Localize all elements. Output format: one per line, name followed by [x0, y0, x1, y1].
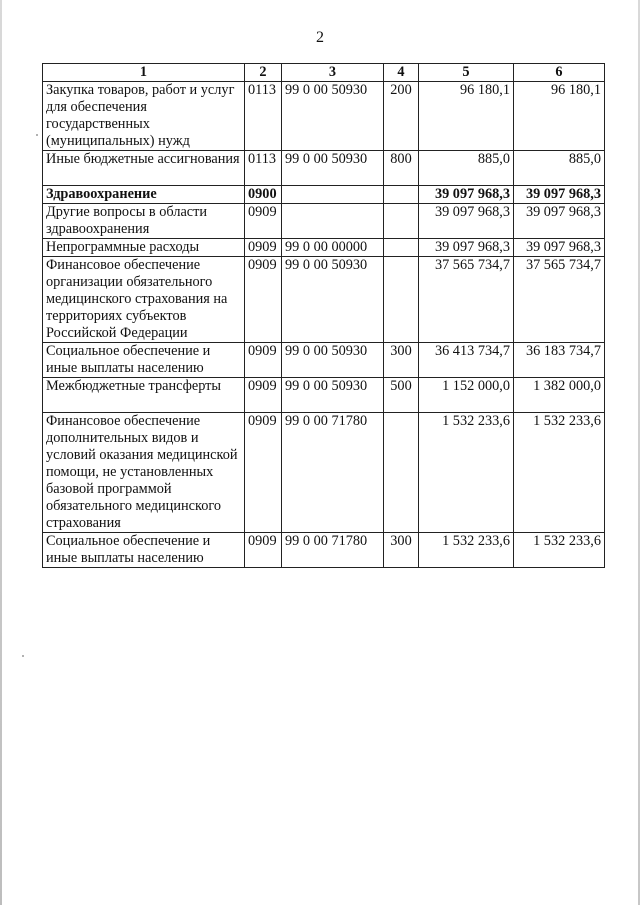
row-target-article: 99 0 00 50930: [282, 151, 384, 186]
row-expense-type: [384, 413, 419, 533]
row-amount-year-1: 1 152 000,0: [419, 378, 514, 413]
row-section-code: 0909: [245, 378, 282, 413]
row-amount-year-1: 1 532 233,6: [419, 533, 514, 568]
row-expense-type: [384, 204, 419, 239]
row-name: Непрограммные расходы: [43, 239, 245, 257]
row-name: Межбюджетные трансферты: [43, 378, 245, 413]
table-header-row: [43, 64, 605, 82]
scan-speck: [36, 134, 38, 136]
table-row: [43, 257, 605, 343]
row-amount-year-1: 36 413 734,7: [419, 343, 514, 378]
scan-left-edge: [0, 0, 2, 905]
row-amount-year-1: 39 097 968,3: [419, 186, 514, 204]
row-expense-type: 300: [384, 533, 419, 568]
row-target-article: 99 0 00 50930: [282, 343, 384, 378]
table-row: [43, 378, 605, 413]
column-header-section: 2: [245, 64, 282, 82]
row-name: Закупка товаров, работ и услуг для обеспечения государственных (муниципальных) нужд: [43, 82, 245, 151]
row-amount-year-2: 37 565 734,7: [514, 257, 605, 343]
row-name: Здравоохранение: [43, 186, 245, 204]
row-target-article: 99 0 00 50930: [282, 257, 384, 343]
row-target-article: 99 0 00 71780: [282, 533, 384, 568]
row-section-code: 0909: [245, 257, 282, 343]
row-amount-year-1: 1 532 233,6: [419, 413, 514, 533]
row-name: Социальное обеспечение и иные выплаты населению: [43, 343, 245, 378]
row-section-code: 0909: [245, 204, 282, 239]
row-amount-year-2: 96 180,1: [514, 82, 605, 151]
budget-table: [42, 63, 605, 568]
table-row: [43, 533, 605, 568]
row-name: Иные бюджетные ассигнования: [43, 151, 245, 186]
row-amount-year-2: 36 183 734,7: [514, 343, 605, 378]
row-target-article: 99 0 00 50930: [282, 378, 384, 413]
row-amount-year-2: 39 097 968,3: [514, 239, 605, 257]
row-target-article: [282, 186, 384, 204]
row-target-article: 99 0 00 00000: [282, 239, 384, 257]
page-number: 2: [316, 29, 324, 46]
row-section-code: 0900: [245, 186, 282, 204]
row-target-article: 99 0 00 71780: [282, 413, 384, 533]
column-header-amount-year-1: 5: [419, 64, 514, 82]
row-name: Финансовое обеспечение организации обязательного медицинского страхования на территориях субъектов Российской Федерации: [43, 257, 245, 343]
table-row: [43, 239, 605, 257]
column-header-target-article: 3: [282, 64, 384, 82]
column-header-amount-year-2: 6: [514, 64, 605, 82]
row-amount-year-1: 39 097 968,3: [419, 204, 514, 239]
row-section-code: 0113: [245, 82, 282, 151]
row-expense-type: 200: [384, 82, 419, 151]
table-row: [43, 343, 605, 378]
row-name: Социальное обеспечение и иные выплаты населению: [43, 533, 245, 568]
table-row: [43, 82, 605, 151]
row-name: Другие вопросы в области здравоохранения: [43, 204, 245, 239]
row-amount-year-2: 1 382 000,0: [514, 378, 605, 413]
row-section-code: 0113: [245, 151, 282, 186]
row-amount-year-1: 39 097 968,3: [419, 239, 514, 257]
row-amount-year-2: 1 532 233,6: [514, 413, 605, 533]
table-row: [43, 151, 605, 186]
table-row: [43, 186, 605, 204]
row-amount-year-2: 39 097 968,3: [514, 204, 605, 239]
row-target-article: [282, 204, 384, 239]
row-amount-year-1: 96 180,1: [419, 82, 514, 151]
column-header-name: 1: [43, 64, 245, 82]
row-section-code: 0909: [245, 239, 282, 257]
row-amount-year-1: 37 565 734,7: [419, 257, 514, 343]
row-name: Финансовое обеспечение дополнительных видов и условий оказания медицинской помощи, не установленных базовой программой обязательного медицинского страхования: [43, 413, 245, 533]
column-header-expense-type: 4: [384, 64, 419, 82]
row-amount-year-2: 1 532 233,6: [514, 533, 605, 568]
row-target-article: 99 0 00 50930: [282, 82, 384, 151]
row-section-code: 0909: [245, 343, 282, 378]
row-section-code: 0909: [245, 533, 282, 568]
row-expense-type: 800: [384, 151, 419, 186]
scan-speck: [22, 655, 24, 657]
row-section-code: 0909: [245, 413, 282, 533]
row-expense-type: 500: [384, 378, 419, 413]
row-amount-year-2: 39 097 968,3: [514, 186, 605, 204]
row-expense-type: 300: [384, 343, 419, 378]
table-row: [43, 204, 605, 239]
row-amount-year-1: 885,0: [419, 151, 514, 186]
table-row: [43, 413, 605, 533]
row-expense-type: [384, 257, 419, 343]
row-amount-year-2: 885,0: [514, 151, 605, 186]
row-expense-type: [384, 186, 419, 204]
row-expense-type: [384, 239, 419, 257]
